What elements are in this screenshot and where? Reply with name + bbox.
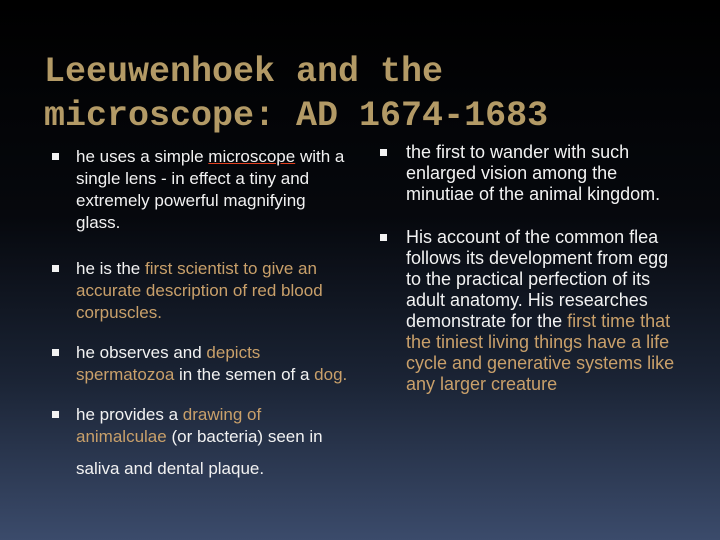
bullet-text: he observes and	[76, 343, 207, 362]
bullet-flea-account	[380, 227, 680, 395]
bullet-square-icon	[52, 153, 59, 160]
bullet-accent-text: first scientist to give an accurate description of red blood corpuscles.	[76, 259, 323, 322]
bullet-square-icon	[52, 349, 59, 356]
bullet-spermatozoa	[52, 342, 352, 386]
bullet-text: His account of the common flea follows its development from egg to the practical perfection of its adult anatomy. His researches demonstrate for the	[406, 227, 669, 331]
bullet-text: with a single lens - in effect a tiny and extremely powerful magnifying glass.	[76, 147, 345, 232]
bullet-text: in the semen of a	[174, 365, 315, 384]
bullet-enlarged-vision	[380, 142, 680, 205]
bullet-animalculae	[52, 404, 352, 480]
right-column	[380, 142, 680, 413]
bullet-square-icon	[380, 234, 387, 241]
bullet-accent-text: drawing of animalculae	[76, 405, 262, 446]
bullet-square-icon	[52, 265, 59, 272]
bullet-square-icon	[380, 149, 387, 156]
bullet-accent-text: dog.	[314, 365, 348, 384]
bullet-text: he provides a	[76, 405, 183, 424]
bullet-accent-text: spermatozoa	[76, 365, 175, 384]
bullet-text: (or bacteria) seen in	[166, 427, 323, 446]
bullet-red-blood-corpuscles	[52, 258, 352, 324]
bullet-text: the first to wander with such enlarged vision among the minutiae of the animal kingdom.	[406, 142, 661, 204]
microscope-link[interactable]: microscope	[208, 147, 296, 166]
bullet-continuation: saliva and dental plaque.	[76, 459, 265, 478]
slide-title: Leeuwenhoek and the microscope: AD 1674-1683	[44, 52, 549, 136]
bullet-accent-text: first time that the tiniest living things have a life cycle and generative systems like any larger creature	[406, 311, 675, 394]
bullet-accent-text: depicts	[206, 343, 261, 362]
bullet-text: he uses a simple	[76, 147, 209, 166]
bullet-text: he is the	[76, 259, 145, 278]
bullet-simple-microscope	[52, 146, 352, 234]
bullet-square-icon	[52, 411, 59, 418]
left-column	[52, 146, 352, 498]
